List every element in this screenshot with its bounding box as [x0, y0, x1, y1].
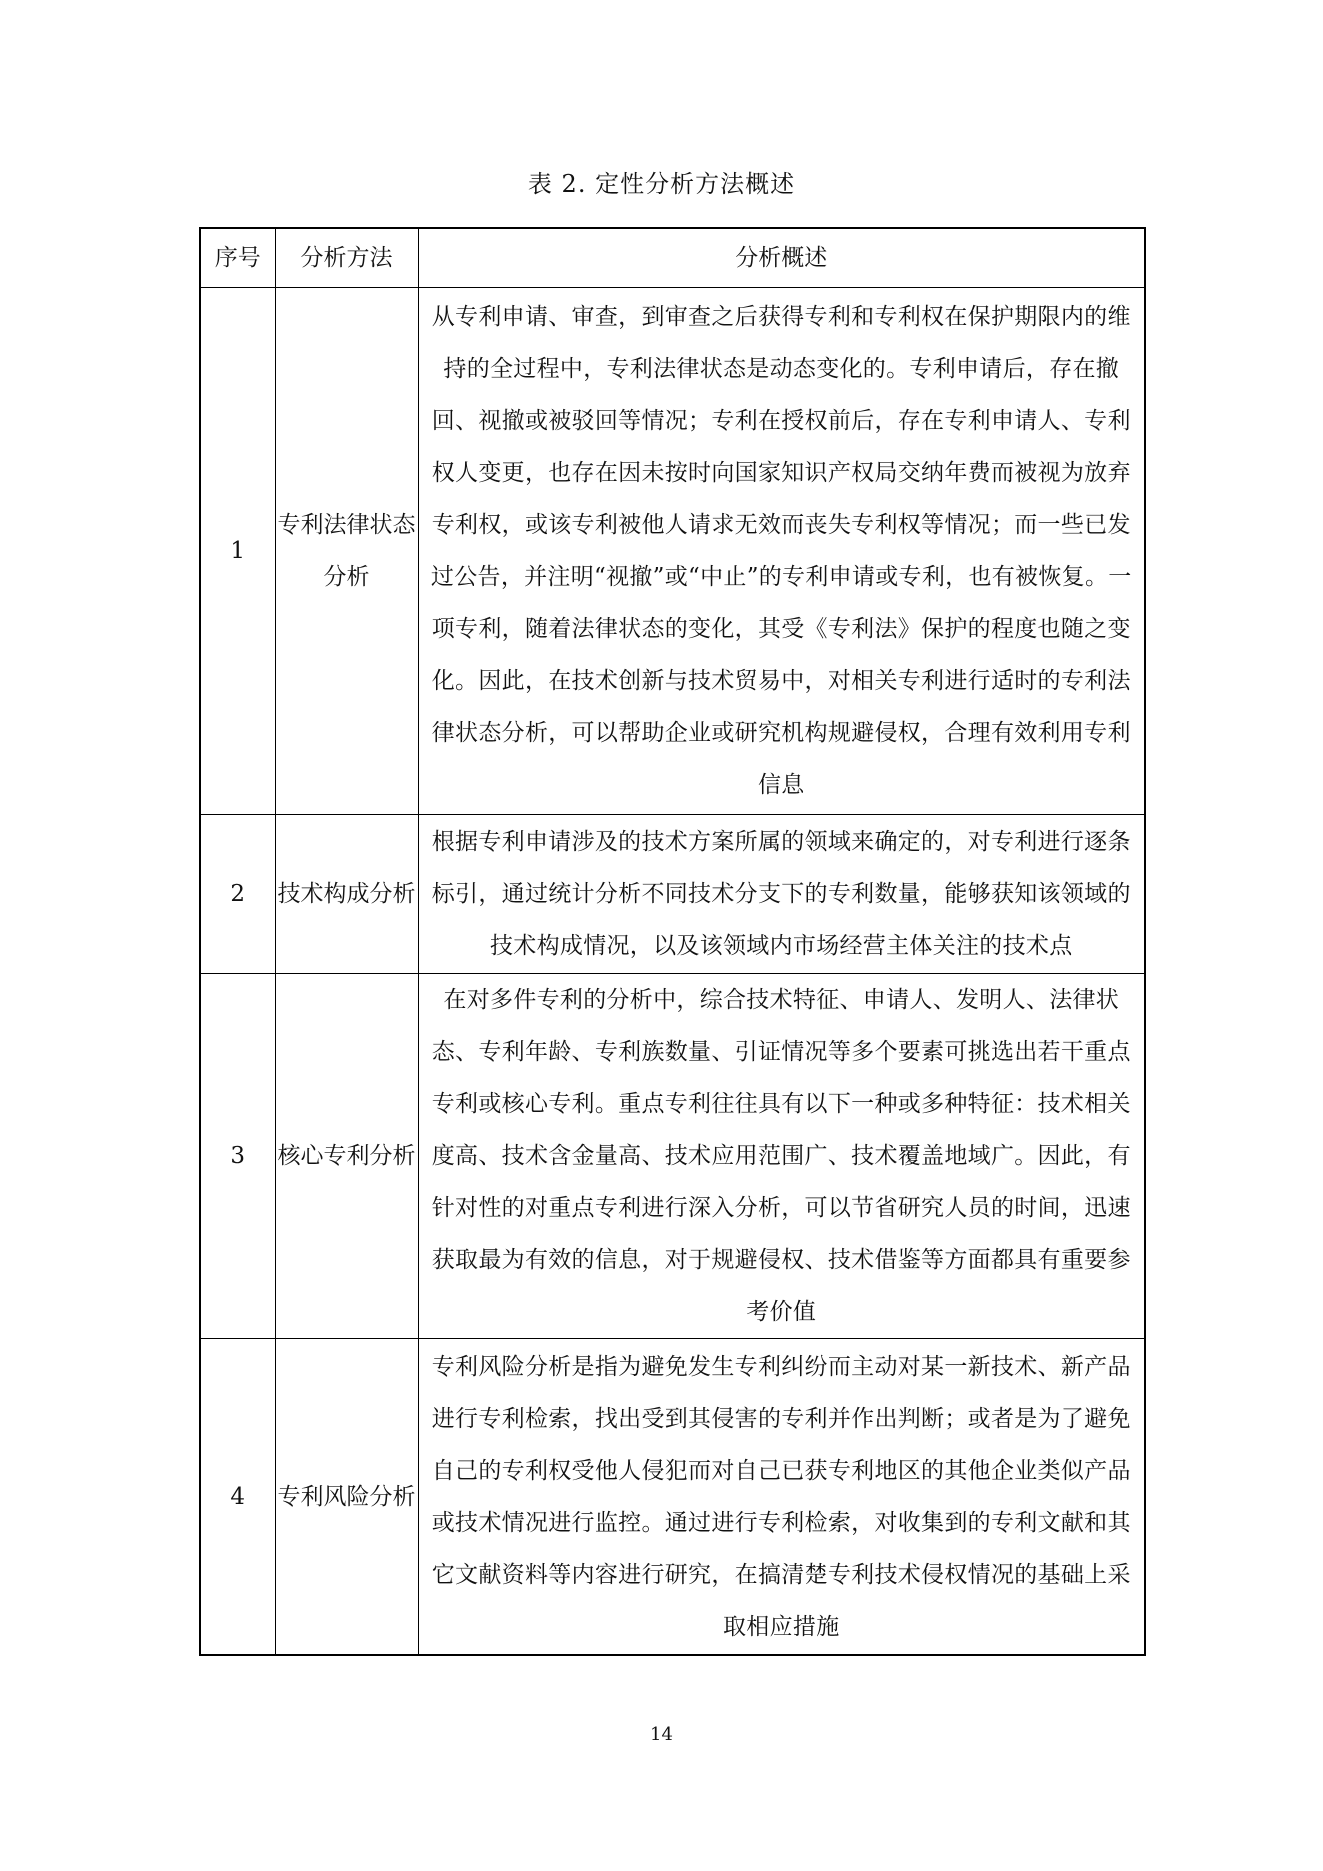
header-method: 分析方法	[275, 228, 418, 288]
analysis-methods-table	[199, 227, 1146, 1656]
row-index: 1	[200, 288, 275, 815]
row-method: 技术构成分析	[275, 815, 418, 974]
table-header-row	[200, 228, 1145, 288]
table-row	[200, 1339, 1145, 1656]
row-method: 专利风险分析	[275, 1339, 418, 1656]
table-caption: 表 2. 定性分析方法概述	[527, 170, 796, 198]
page-number: 14	[650, 1724, 673, 1745]
table-row	[200, 815, 1145, 974]
table-row	[200, 974, 1145, 1339]
row-method: 专利法律状态分析	[275, 288, 418, 815]
row-summary: 专利风险分析是指为避免发生专利纠纷而主动对某一新技术、新产品进行专利检索，找出受到其侵害的专利并作出判断；或者是为了避免自己的专利权受他人侵犯而对自己已获专利地区的其他企业类似产品或技术情况进行监控。通过进行专利检索，对收集到的专利文献和其它文献资料等内容进行研究，在搞清楚专利技术侵权情况的基础上采取相应措施	[418, 1339, 1145, 1656]
table-row	[200, 288, 1145, 815]
row-index: 4	[200, 1339, 275, 1656]
row-method: 核心专利分析	[275, 974, 418, 1339]
row-index: 2	[200, 815, 275, 974]
row-summary: 根据专利申请涉及的技术方案所属的领域来确定的，对专利进行逐条标引，通过统计分析不同技术分支下的专利数量，能够获知该领域的技术构成情况，以及该领域内市场经营主体关注的技术点	[418, 815, 1145, 974]
header-index: 序号	[200, 228, 275, 288]
header-summary: 分析概述	[418, 228, 1145, 288]
row-summary: 在对多件专利的分析中，综合技术特征、申请人、发明人、法律状态、专利年龄、专利族数量、引证情况等多个要素可挑选出若干重点专利或核心专利。重点专利往往具有以下一种或多种特征：技术相关度高、技术含金量高、技术应用范围广、技术覆盖地域广。因此，有针对性的对重点专利进行深入分析，可以节省研究人员的时间，迅速获取最为有效的信息，对于规避侵权、技术借鉴等方面都具有重要参考价值	[418, 974, 1145, 1339]
row-index: 3	[200, 974, 275, 1339]
row-summary: 从专利申请、审查，到审查之后获得专利和专利权在保护期限内的维持的全过程中，专利法律状态是动态变化的。专利申请后，存在撤回、视撤或被驳回等情况；专利在授权前后，存在专利申请人、专利权人变更，也存在因未按时向国家知识产权局交纳年费而被视为放弃专利权，或该专利被他人请求无效而丧失专利权等情况；而一些已发过公告，并注明“视撤”或“中止”的专利申请或专利，也有被恢复。一项专利，随着法律状态的变化，其受《专利法》保护的程度也随之变化。因此，在技术创新与技术贸易中，对相关专利进行适时的专利法律状态分析，可以帮助企业或研究机构规避侵权，合理有效利用专利信息	[418, 288, 1145, 815]
